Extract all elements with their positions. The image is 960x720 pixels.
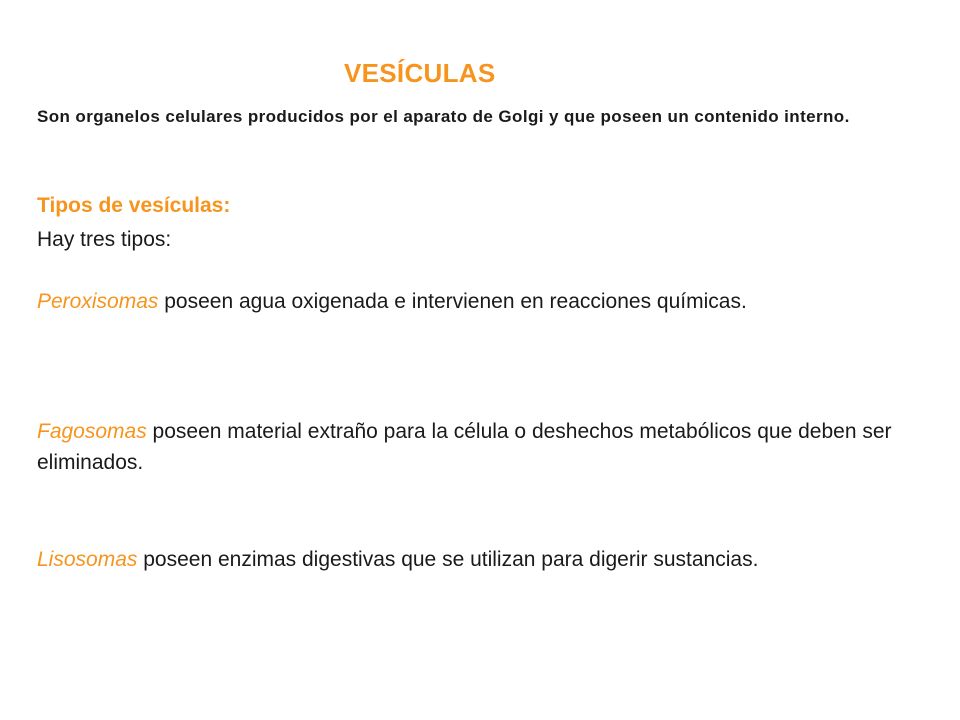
type-name: Peroxisomas (37, 290, 159, 313)
type-item-lisosomas (37, 544, 917, 575)
types-lead: Hay tres tipos: (37, 228, 172, 251)
type-name: Fagosomas (37, 420, 147, 443)
slide-title: VESÍCULAS (344, 58, 496, 88)
intro-text: Son organelos celulares producidos por el aparato de Golgi y que poseen un contenido interno. (37, 107, 850, 126)
types-heading: Tipos de vesículas: (37, 194, 231, 217)
type-item-peroxisomas (37, 286, 917, 317)
type-description: poseen material extraño para la célula o deshechos metabólicos que deben ser eliminados. (37, 420, 892, 474)
type-item-fagosomas (37, 416, 917, 478)
type-description: poseen enzimas digestivas que se utilizan para digerir sustancias. (137, 548, 759, 571)
type-description: poseen agua oxigenada e intervienen en reacciones químicas. (158, 290, 747, 313)
type-name: Lisosomas (37, 548, 138, 571)
